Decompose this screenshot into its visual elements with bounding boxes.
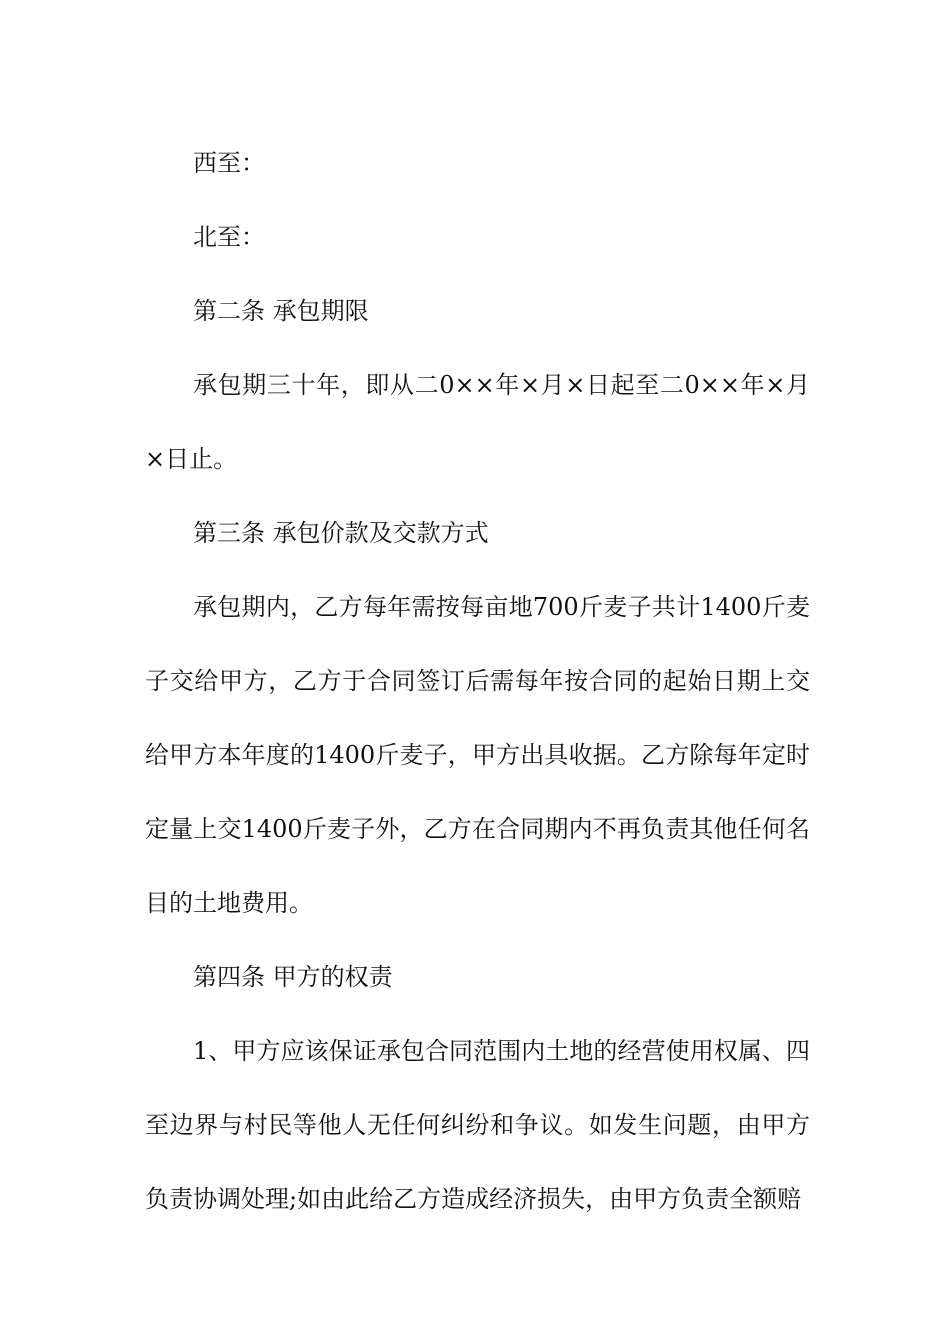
paragraph-west-boundary: 西至： [193,149,265,177]
article-3-heading: 第三条 承包价款及交款方式 [193,519,489,547]
article-4-heading: 第四条 甲方的权责 [193,963,393,991]
article-3-text: 承包期内，乙方每年需按每亩地700斤麦子共计1400斤麦子交给甲方，乙方于合同签订后需每年按合同的起始日期上交给甲方本年度的1400斤麦子，甲方出具收据。乙方除每年定时定量上交1400斤麦子外，乙方在合同期内不再负责其他任何名目的土地费用。 [145,593,810,917]
paragraph-north-boundary: 北至： [193,223,265,251]
article-4-item-1: 1、甲方应该保证承包合同范围内土地的经营使用权属、四至边界与村民等他人无任何纠纷和争议。如发生问题，由甲方负责协调处理;如由此给乙方造成经济损失，由甲方负责全额赔 [145,1037,810,1213]
article-2-text: 承包期三十年，即从二0××年×月×日起至二0××年×月×日止。 [145,371,810,473]
document-body [145,126,810,1236]
article-2-heading: 第二条 承包期限 [193,297,369,325]
